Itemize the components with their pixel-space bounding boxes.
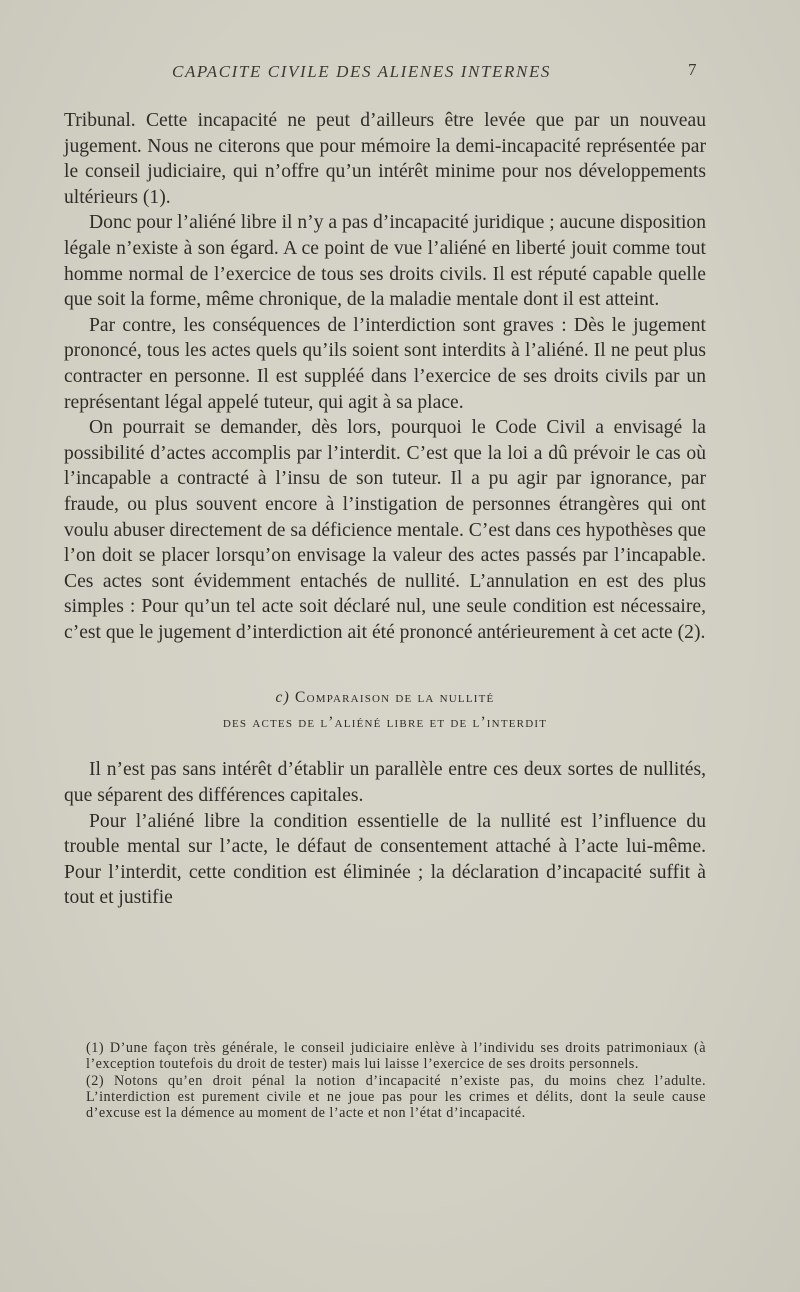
page-number: 7 — [688, 60, 697, 79]
paragraph: Donc pour l’aliéné libre il n’y a pas d’incapacité juridique ; aucune disposition légale n’existe à son égard. A ce point de vue l’aliéné en liberté jouit comme tout homme normal de l’exercice de tous ses droits civils. Il est réputé capable quelle que soit la forme, même chronique, de la maladie mentale dont il est atteint. — [64, 212, 707, 311]
section-heading-text-1: Comparaison de la nullité — [295, 689, 495, 707]
paragraph: On pourrait se demander, dès lors, pourquoi le Code Civil a envisagé la possibilité d’actes accomplis par l’interdit. C’est que la loi a dû prévoir le cas où l’incapable a contracté à l’insu de son tuteur. Il a pu agir par ignorance, par fraude, ou plus souvent encore à l’instigation de personnes étrangères qui ont voulu abuser directement de sa déficience mentale. C’est dans ces hypothèses que l’on doit se placer lorsqu’on envisage la valeur des actes passés par l’incapable. Ces actes sont évidemment entachés de nullité. L’annulation en est des plus simples : Pour qu’un tel acte soit déclaré nul, une seule condition est nécessaire, c’est que le jugement d’interdiction ait été prononcé antérieurement à cet acte (2). — [64, 417, 707, 643]
running-title: CAPACITE CIVILE DES ALIENES INTERNES — [172, 62, 552, 81]
section-marker: c) — [275, 689, 290, 707]
running-head — [0, 62, 800, 88]
paragraph: Par contre, les conséquences de l’interdiction sont graves : Dès le jugement prononcé, tous les actes quels qu’ils soient sont interdits à l’aliéné. Il ne peut plus contracter en personne. Il est suppléé dans l’exercice de ses droits civils par un représentant légal appelé tuteur, qui agit à sa place. — [64, 314, 706, 413]
footnote-1: (1) D’une façon très générale, le conseil judiciaire enlève à l’individu ses droits patrimoniaux (à l’exception toutefois du droit de tester) mais lui laisse l’exercice de ses droits personnels. — [86, 1040, 706, 1073]
section-heading — [64, 685, 706, 735]
paragraph: Pour l’aliéné libre la condition essentielle de la nullité est l’influence du trouble mental sur l’acte, le défaut de consentement attaché à l’acte lui-même. Pour l’interdit, cette condition est éliminée ; la déclaration d’incapacité suffit à tout et justifie — [64, 810, 706, 909]
section-heading-line-1 — [64, 685, 706, 710]
paragraph-continued: Tribunal. Cette incapacité ne peut d’ailleurs être levée que par un nouveau jugement. Nous ne citerons que pour mémoire la demi-incapacité représentée par le conseil judiciaire, qui n’offre qu’un intérêt minime pour nos développements ultérieurs (1). — [64, 110, 706, 208]
footnotes — [86, 1040, 706, 1121]
paragraph: Il n’est pas sans intérêt d’établir un parallèle entre ces deux sortes de nullités, que séparent des différences capitales. — [64, 759, 706, 807]
footnote-2: (2) Notons qu’en droit pénal la notion d’incapacité n’existe pas, du moins chez l’adulte. L’interdiction est purement civile et ne joue pas pour les crimes et délits, dont la seule cause d’excuse est la démence au moment de l’acte et non l’état d’incapacité. — [86, 1072, 706, 1122]
body-text — [64, 108, 706, 911]
section-heading-line-2: des actes de l’aliéné libre et de l’interdit — [222, 714, 548, 732]
